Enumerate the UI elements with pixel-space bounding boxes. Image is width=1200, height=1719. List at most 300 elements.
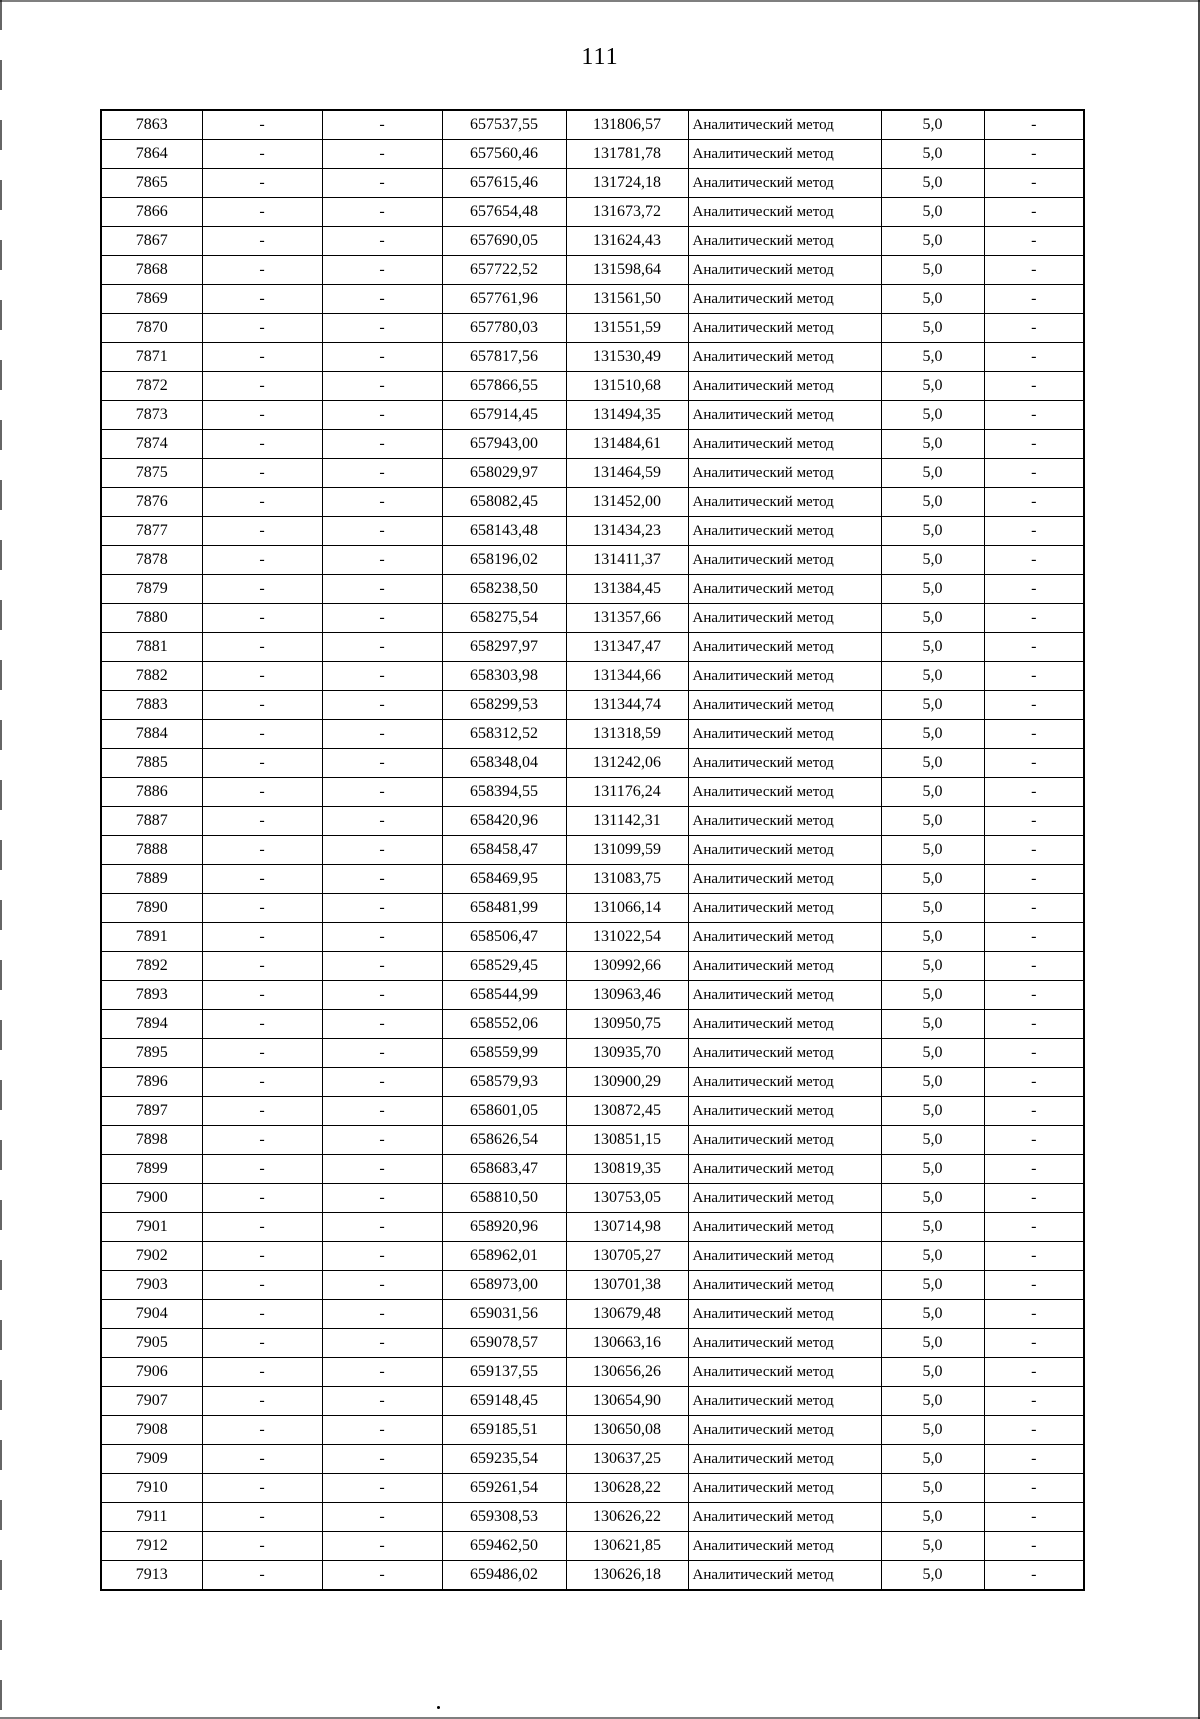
dash-cell: -: [322, 662, 442, 691]
dash-cell: -: [202, 749, 322, 778]
x-coordinate-cell: 658962,01: [442, 1242, 566, 1271]
x-coordinate-cell: 658544,99: [442, 981, 566, 1010]
dash-cell: -: [984, 1532, 1084, 1561]
scan-edge-left: [0, 0, 2, 1719]
dash-cell: -: [202, 981, 322, 1010]
method-cell: Аналитический метод: [688, 749, 881, 778]
method-cell: Аналитический метод: [688, 1358, 881, 1387]
dash-cell: -: [322, 488, 442, 517]
y-coordinate-cell: 130701,38: [566, 1271, 688, 1300]
dash-cell: -: [322, 517, 442, 546]
point-number-cell: 7904: [101, 1300, 202, 1329]
y-coordinate-cell: 131530,49: [566, 343, 688, 372]
point-number-cell: 7894: [101, 1010, 202, 1039]
dash-cell: -: [322, 1532, 442, 1561]
dash-cell: -: [984, 546, 1084, 575]
point-number-cell: 7871: [101, 343, 202, 372]
point-number-cell: 7866: [101, 198, 202, 227]
table-row: [101, 662, 1084, 691]
method-cell: Аналитический метод: [688, 1010, 881, 1039]
method-cell: Аналитический метод: [688, 110, 881, 140]
dash-cell: -: [984, 1358, 1084, 1387]
table-row: [101, 836, 1084, 865]
dash-cell: -: [322, 720, 442, 749]
dash-cell: -: [984, 1097, 1084, 1126]
dash-cell: -: [984, 749, 1084, 778]
dash-cell: -: [322, 140, 442, 169]
dash-cell: -: [202, 227, 322, 256]
y-coordinate-cell: 130626,22: [566, 1503, 688, 1532]
method-cell: Аналитический метод: [688, 1503, 881, 1532]
dash-cell: -: [984, 401, 1084, 430]
point-number-cell: 7872: [101, 372, 202, 401]
method-cell: Аналитический метод: [688, 488, 881, 517]
x-coordinate-cell: 657654,48: [442, 198, 566, 227]
y-coordinate-cell: 131434,23: [566, 517, 688, 546]
dash-cell: -: [322, 1503, 442, 1532]
accuracy-cell: 5,0: [881, 691, 984, 720]
point-number-cell: 7898: [101, 1126, 202, 1155]
y-coordinate-cell: 130872,45: [566, 1097, 688, 1126]
dash-cell: -: [202, 778, 322, 807]
table-row: [101, 1532, 1084, 1561]
dash-cell: -: [984, 1561, 1084, 1591]
dash-cell: -: [322, 691, 442, 720]
dash-cell: -: [202, 865, 322, 894]
dash-cell: -: [322, 1561, 442, 1591]
x-coordinate-cell: 658626,54: [442, 1126, 566, 1155]
y-coordinate-cell: 131318,59: [566, 720, 688, 749]
method-cell: Аналитический метод: [688, 169, 881, 198]
dash-cell: -: [202, 1503, 322, 1532]
point-number-cell: 7893: [101, 981, 202, 1010]
table-row: [101, 575, 1084, 604]
point-number-cell: 7880: [101, 604, 202, 633]
table-row: [101, 546, 1084, 575]
table-row: [101, 1126, 1084, 1155]
x-coordinate-cell: 659486,02: [442, 1561, 566, 1591]
dash-cell: -: [984, 1300, 1084, 1329]
accuracy-cell: 5,0: [881, 836, 984, 865]
dash-cell: -: [984, 981, 1084, 1010]
table-row: [101, 517, 1084, 546]
dash-cell: -: [322, 227, 442, 256]
dash-cell: -: [322, 430, 442, 459]
y-coordinate-cell: 130621,85: [566, 1532, 688, 1561]
y-coordinate-cell: 130851,15: [566, 1126, 688, 1155]
y-coordinate-cell: 130679,48: [566, 1300, 688, 1329]
x-coordinate-cell: 658029,97: [442, 459, 566, 488]
point-number-cell: 7899: [101, 1155, 202, 1184]
method-cell: Аналитический метод: [688, 1126, 881, 1155]
table-row: [101, 1445, 1084, 1474]
dash-cell: -: [984, 488, 1084, 517]
dash-cell: -: [984, 1039, 1084, 1068]
method-cell: Аналитический метод: [688, 372, 881, 401]
dash-cell: -: [202, 894, 322, 923]
table-row: [101, 981, 1084, 1010]
table-row: [101, 372, 1084, 401]
dash-cell: -: [984, 720, 1084, 749]
point-number-cell: 7881: [101, 633, 202, 662]
dash-cell: -: [202, 1068, 322, 1097]
method-cell: Аналитический метод: [688, 662, 881, 691]
dash-cell: -: [322, 575, 442, 604]
dash-cell: -: [984, 343, 1084, 372]
table-row: [101, 1184, 1084, 1213]
accuracy-cell: 5,0: [881, 1271, 984, 1300]
table-row: [101, 1242, 1084, 1271]
method-cell: Аналитический метод: [688, 1068, 881, 1097]
point-number-cell: 7875: [101, 459, 202, 488]
dash-cell: -: [202, 140, 322, 169]
accuracy-cell: 5,0: [881, 1213, 984, 1242]
y-coordinate-cell: 131452,00: [566, 488, 688, 517]
point-number-cell: 7913: [101, 1561, 202, 1591]
x-coordinate-cell: 659462,50: [442, 1532, 566, 1561]
table-row: [101, 865, 1084, 894]
point-number-cell: 7909: [101, 1445, 202, 1474]
x-coordinate-cell: 657615,46: [442, 169, 566, 198]
accuracy-cell: 5,0: [881, 1358, 984, 1387]
y-coordinate-cell: 130705,27: [566, 1242, 688, 1271]
method-cell: Аналитический метод: [688, 1271, 881, 1300]
dash-cell: -: [984, 430, 1084, 459]
method-cell: Аналитический метод: [688, 778, 881, 807]
accuracy-cell: 5,0: [881, 1300, 984, 1329]
dash-cell: -: [984, 314, 1084, 343]
x-coordinate-cell: 658683,47: [442, 1155, 566, 1184]
dash-cell: -: [322, 1097, 442, 1126]
method-cell: Аналитический метод: [688, 952, 881, 981]
dash-cell: -: [322, 894, 442, 923]
table-row: [101, 1416, 1084, 1445]
table-row: [101, 720, 1084, 749]
accuracy-cell: 5,0: [881, 923, 984, 952]
method-cell: Аналитический метод: [688, 227, 881, 256]
dash-cell: -: [322, 198, 442, 227]
dash-cell: -: [322, 285, 442, 314]
method-cell: Аналитический метод: [688, 575, 881, 604]
x-coordinate-cell: 659031,56: [442, 1300, 566, 1329]
x-coordinate-cell: 657537,55: [442, 110, 566, 140]
method-cell: Аналитический метод: [688, 1474, 881, 1503]
dash-cell: -: [984, 517, 1084, 546]
y-coordinate-cell: 130626,18: [566, 1561, 688, 1591]
dash-cell: -: [984, 575, 1084, 604]
accuracy-cell: 5,0: [881, 140, 984, 169]
accuracy-cell: 5,0: [881, 430, 984, 459]
dash-cell: -: [984, 285, 1084, 314]
y-coordinate-cell: 131494,35: [566, 401, 688, 430]
method-cell: Аналитический метод: [688, 1039, 881, 1068]
table-row: [101, 227, 1084, 256]
dash-cell: -: [322, 1445, 442, 1474]
dash-cell: -: [984, 662, 1084, 691]
x-coordinate-cell: 658920,96: [442, 1213, 566, 1242]
table-row: [101, 1329, 1084, 1358]
table-row: [101, 778, 1084, 807]
dash-cell: -: [202, 633, 322, 662]
x-coordinate-cell: 658458,47: [442, 836, 566, 865]
y-coordinate-cell: 131347,47: [566, 633, 688, 662]
x-coordinate-cell: 659235,54: [442, 1445, 566, 1474]
dash-cell: -: [984, 140, 1084, 169]
accuracy-cell: 5,0: [881, 1387, 984, 1416]
dash-cell: -: [984, 691, 1084, 720]
x-coordinate-cell: 657866,55: [442, 372, 566, 401]
dash-cell: -: [202, 1387, 322, 1416]
method-cell: Аналитический метод: [688, 430, 881, 459]
y-coordinate-cell: 131083,75: [566, 865, 688, 894]
method-cell: Аналитический метод: [688, 343, 881, 372]
y-coordinate-cell: 130819,35: [566, 1155, 688, 1184]
x-coordinate-cell: 659308,53: [442, 1503, 566, 1532]
y-coordinate-cell: 130992,66: [566, 952, 688, 981]
method-cell: Аналитический метод: [688, 1155, 881, 1184]
dash-cell: -: [202, 1097, 322, 1126]
method-cell: Аналитический метод: [688, 1213, 881, 1242]
method-cell: Аналитический метод: [688, 198, 881, 227]
x-coordinate-cell: 658299,53: [442, 691, 566, 720]
point-number-cell: 7877: [101, 517, 202, 546]
method-cell: Аналитический метод: [688, 1387, 881, 1416]
dash-cell: -: [202, 459, 322, 488]
y-coordinate-cell: 131673,72: [566, 198, 688, 227]
method-cell: Аналитический метод: [688, 1561, 881, 1591]
x-coordinate-cell: 659148,45: [442, 1387, 566, 1416]
point-number-cell: 7891: [101, 923, 202, 952]
dash-cell: -: [322, 1184, 442, 1213]
x-coordinate-cell: 657914,45: [442, 401, 566, 430]
dash-cell: -: [984, 1329, 1084, 1358]
method-cell: Аналитический метод: [688, 256, 881, 285]
dash-cell: -: [322, 372, 442, 401]
method-cell: Аналитический метод: [688, 604, 881, 633]
dash-cell: -: [322, 923, 442, 952]
accuracy-cell: 5,0: [881, 575, 984, 604]
dash-cell: -: [322, 459, 442, 488]
x-coordinate-cell: 658348,04: [442, 749, 566, 778]
dash-cell: -: [322, 1068, 442, 1097]
dash-cell: -: [202, 372, 322, 401]
y-coordinate-cell: 130900,29: [566, 1068, 688, 1097]
point-number-cell: 7887: [101, 807, 202, 836]
point-number-cell: 7883: [101, 691, 202, 720]
table-row: [101, 343, 1084, 372]
y-coordinate-cell: 130656,26: [566, 1358, 688, 1387]
point-number-cell: 7900: [101, 1184, 202, 1213]
table-row: [101, 285, 1084, 314]
point-number-cell: 7878: [101, 546, 202, 575]
table-row: [101, 198, 1084, 227]
table-row: [101, 1503, 1084, 1532]
y-coordinate-cell: 131411,37: [566, 546, 688, 575]
method-cell: Аналитический метод: [688, 633, 881, 662]
point-number-cell: 7876: [101, 488, 202, 517]
dash-cell: -: [984, 227, 1084, 256]
x-coordinate-cell: 658559,99: [442, 1039, 566, 1068]
dash-cell: -: [322, 1329, 442, 1358]
dash-cell: -: [202, 1445, 322, 1474]
dash-cell: -: [202, 285, 322, 314]
accuracy-cell: 5,0: [881, 1416, 984, 1445]
dash-cell: -: [202, 1184, 322, 1213]
x-coordinate-cell: 658312,52: [442, 720, 566, 749]
y-coordinate-cell: 130963,46: [566, 981, 688, 1010]
point-number-cell: 7911: [101, 1503, 202, 1532]
dash-cell: -: [984, 1445, 1084, 1474]
x-coordinate-cell: 659185,51: [442, 1416, 566, 1445]
table-row: [101, 256, 1084, 285]
table-row: [101, 1387, 1084, 1416]
x-coordinate-cell: 657761,96: [442, 285, 566, 314]
point-number-cell: 7864: [101, 140, 202, 169]
y-coordinate-cell: 131357,66: [566, 604, 688, 633]
table-row: [101, 1039, 1084, 1068]
point-number-cell: 7873: [101, 401, 202, 430]
coordinates-table: [100, 109, 1085, 1591]
dash-cell: -: [322, 778, 442, 807]
accuracy-cell: 5,0: [881, 894, 984, 923]
scan-speck: [437, 1706, 440, 1709]
y-coordinate-cell: 131142,31: [566, 807, 688, 836]
x-coordinate-cell: 658973,00: [442, 1271, 566, 1300]
accuracy-cell: 5,0: [881, 488, 984, 517]
x-coordinate-cell: 658082,45: [442, 488, 566, 517]
table-row: [101, 952, 1084, 981]
dash-cell: -: [202, 604, 322, 633]
y-coordinate-cell: 131561,50: [566, 285, 688, 314]
dash-cell: -: [202, 923, 322, 952]
dash-cell: -: [984, 1184, 1084, 1213]
dash-cell: -: [322, 952, 442, 981]
table-row: [101, 894, 1084, 923]
accuracy-cell: 5,0: [881, 633, 984, 662]
point-number-cell: 7895: [101, 1039, 202, 1068]
dash-cell: -: [984, 1155, 1084, 1184]
y-coordinate-cell: 131384,45: [566, 575, 688, 604]
point-number-cell: 7912: [101, 1532, 202, 1561]
dash-cell: -: [984, 1474, 1084, 1503]
dash-cell: -: [984, 1271, 1084, 1300]
dash-cell: -: [984, 1068, 1084, 1097]
dash-cell: -: [202, 110, 322, 140]
point-number-cell: 7870: [101, 314, 202, 343]
y-coordinate-cell: 130714,98: [566, 1213, 688, 1242]
point-number-cell: 7903: [101, 1271, 202, 1300]
x-coordinate-cell: 657817,56: [442, 343, 566, 372]
x-coordinate-cell: 658420,96: [442, 807, 566, 836]
x-coordinate-cell: 657560,46: [442, 140, 566, 169]
dash-cell: -: [984, 1242, 1084, 1271]
accuracy-cell: 5,0: [881, 865, 984, 894]
method-cell: Аналитический метод: [688, 720, 881, 749]
dash-cell: -: [322, 1155, 442, 1184]
dash-cell: -: [322, 110, 442, 140]
point-number-cell: 7874: [101, 430, 202, 459]
y-coordinate-cell: 130753,05: [566, 1184, 688, 1213]
accuracy-cell: 5,0: [881, 1561, 984, 1591]
dash-cell: -: [202, 517, 322, 546]
dash-cell: -: [202, 836, 322, 865]
method-cell: Аналитический метод: [688, 1416, 881, 1445]
table-body: [101, 110, 1084, 1590]
accuracy-cell: 5,0: [881, 720, 984, 749]
y-coordinate-cell: 131344,66: [566, 662, 688, 691]
y-coordinate-cell: 131551,59: [566, 314, 688, 343]
method-cell: Аналитический метод: [688, 546, 881, 575]
method-cell: Аналитический метод: [688, 1445, 881, 1474]
dash-cell: -: [322, 1387, 442, 1416]
accuracy-cell: 5,0: [881, 662, 984, 691]
y-coordinate-cell: 130935,70: [566, 1039, 688, 1068]
dash-cell: -: [984, 633, 1084, 662]
method-cell: Аналитический метод: [688, 894, 881, 923]
table-row: [101, 1010, 1084, 1039]
dash-cell: -: [322, 807, 442, 836]
accuracy-cell: 5,0: [881, 256, 984, 285]
dash-cell: -: [322, 1474, 442, 1503]
point-number-cell: 7865: [101, 169, 202, 198]
method-cell: Аналитический метод: [688, 285, 881, 314]
accuracy-cell: 5,0: [881, 981, 984, 1010]
point-number-cell: 7901: [101, 1213, 202, 1242]
x-coordinate-cell: 658275,54: [442, 604, 566, 633]
dash-cell: -: [984, 1213, 1084, 1242]
dash-cell: -: [322, 633, 442, 662]
x-coordinate-cell: 657943,00: [442, 430, 566, 459]
x-coordinate-cell: 657722,52: [442, 256, 566, 285]
dash-cell: -: [202, 256, 322, 285]
y-coordinate-cell: 131464,59: [566, 459, 688, 488]
y-coordinate-cell: 130663,16: [566, 1329, 688, 1358]
dash-cell: -: [202, 1329, 322, 1358]
accuracy-cell: 5,0: [881, 1126, 984, 1155]
y-coordinate-cell: 131484,61: [566, 430, 688, 459]
table-row: [101, 691, 1084, 720]
accuracy-cell: 5,0: [881, 459, 984, 488]
table-row: [101, 1561, 1084, 1591]
y-coordinate-cell: 130950,75: [566, 1010, 688, 1039]
point-number-cell: 7908: [101, 1416, 202, 1445]
dash-cell: -: [322, 1300, 442, 1329]
dash-cell: -: [202, 546, 322, 575]
accuracy-cell: 5,0: [881, 1503, 984, 1532]
x-coordinate-cell: 658238,50: [442, 575, 566, 604]
dash-cell: -: [202, 691, 322, 720]
table-row: [101, 923, 1084, 952]
table-row: [101, 604, 1084, 633]
x-coordinate-cell: 657780,03: [442, 314, 566, 343]
dash-cell: -: [202, 1532, 322, 1561]
dash-cell: -: [984, 256, 1084, 285]
dash-cell: -: [984, 807, 1084, 836]
table-row: [101, 110, 1084, 140]
accuracy-cell: 5,0: [881, 1097, 984, 1126]
point-number-cell: 7905: [101, 1329, 202, 1358]
table-row: [101, 169, 1084, 198]
dash-cell: -: [202, 169, 322, 198]
accuracy-cell: 5,0: [881, 952, 984, 981]
y-coordinate-cell: 130628,22: [566, 1474, 688, 1503]
x-coordinate-cell: 659078,57: [442, 1329, 566, 1358]
dash-cell: -: [322, 604, 442, 633]
method-cell: Аналитический метод: [688, 807, 881, 836]
table-row: [101, 140, 1084, 169]
x-coordinate-cell: 657690,05: [442, 227, 566, 256]
point-number-cell: 7896: [101, 1068, 202, 1097]
